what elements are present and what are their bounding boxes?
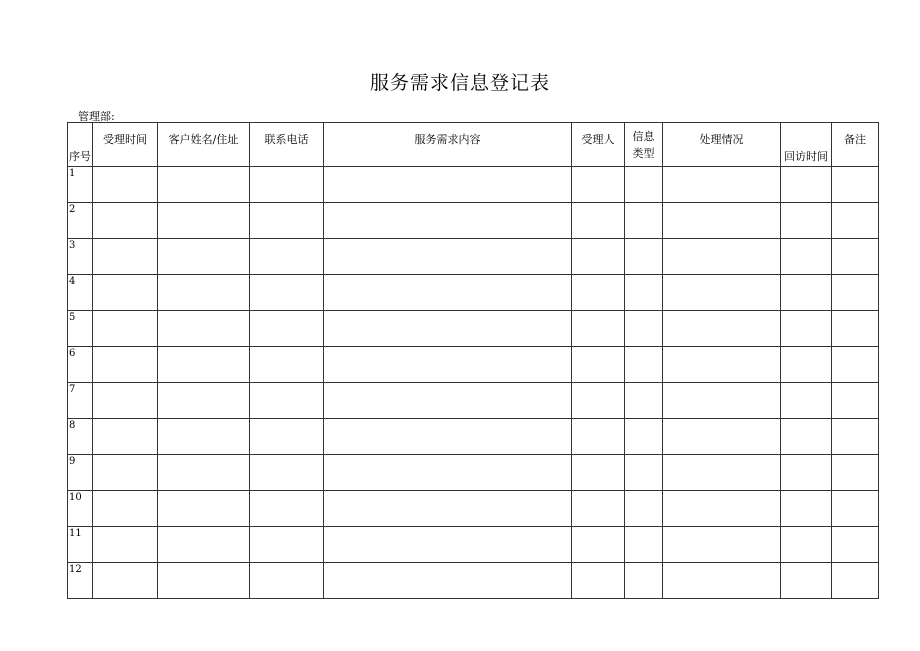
info-type-cell[interactable] <box>625 419 663 455</box>
header-seq: 序号 <box>68 123 93 167</box>
callback-time-cell[interactable] <box>781 527 832 563</box>
content-cell[interactable] <box>324 167 572 203</box>
customer-cell[interactable] <box>158 527 250 563</box>
table-row <box>68 455 879 491</box>
remarks-cell[interactable] <box>832 347 879 383</box>
receiver-cell[interactable] <box>572 167 625 203</box>
content-cell[interactable] <box>324 419 572 455</box>
form-title: 服务需求信息登记表 <box>369 72 550 94</box>
phone-cell[interactable] <box>250 527 324 563</box>
callback-time-cell[interactable] <box>781 455 832 491</box>
table-row <box>68 347 879 383</box>
phone-cell[interactable] <box>250 239 324 275</box>
handling-cell[interactable] <box>663 311 781 347</box>
handling-cell[interactable] <box>663 167 781 203</box>
content-cell[interactable] <box>324 311 572 347</box>
phone-cell[interactable] <box>250 455 324 491</box>
header-accept-time: 受理时间 <box>93 123 158 167</box>
callback-time-cell[interactable] <box>781 383 832 419</box>
receiver-cell[interactable] <box>572 455 625 491</box>
row-number: 6 <box>68 347 93 383</box>
remarks-cell[interactable] <box>832 239 879 275</box>
phone-cell[interactable] <box>250 383 324 419</box>
remarks-cell[interactable] <box>832 527 879 563</box>
table-header-row <box>68 123 879 167</box>
remarks-cell[interactable] <box>832 491 879 527</box>
info-type-cell[interactable] <box>625 311 663 347</box>
content-cell[interactable] <box>324 563 572 599</box>
remarks-cell[interactable] <box>832 275 879 311</box>
phone-cell[interactable] <box>250 311 324 347</box>
accept-time-cell[interactable] <box>93 527 158 563</box>
receiver-cell[interactable] <box>572 563 625 599</box>
phone-cell[interactable] <box>250 419 324 455</box>
header-remarks: 备注 <box>832 123 879 167</box>
receiver-cell[interactable] <box>572 275 625 311</box>
handling-cell[interactable] <box>663 383 781 419</box>
row-number: 1 <box>68 167 93 203</box>
info-type-cell[interactable] <box>625 491 663 527</box>
customer-cell[interactable] <box>158 167 250 203</box>
department-label: 管理部: <box>78 110 115 123</box>
callback-time-cell[interactable] <box>781 167 832 203</box>
customer-cell[interactable] <box>158 347 250 383</box>
remarks-cell[interactable] <box>832 311 879 347</box>
table-row <box>68 167 879 203</box>
receiver-cell[interactable] <box>572 311 625 347</box>
callback-time-cell[interactable] <box>781 563 832 599</box>
header-receiver: 受理人 <box>572 123 625 167</box>
phone-cell[interactable] <box>250 167 324 203</box>
phone-cell[interactable] <box>250 563 324 599</box>
content-cell[interactable] <box>324 527 572 563</box>
header-info-type-line2: 类型 <box>632 146 655 160</box>
info-type-cell[interactable] <box>625 347 663 383</box>
header-content: 服务需求内容 <box>324 123 572 167</box>
remarks-cell[interactable] <box>832 419 879 455</box>
content-cell[interactable] <box>324 347 572 383</box>
customer-cell[interactable] <box>158 383 250 419</box>
remarks-cell[interactable] <box>832 455 879 491</box>
header-phone: 联系电话 <box>250 123 324 167</box>
table-body <box>68 167 879 599</box>
header-info-type <box>625 123 663 167</box>
handling-cell[interactable] <box>663 563 781 599</box>
customer-cell[interactable] <box>158 239 250 275</box>
phone-cell[interactable] <box>250 491 324 527</box>
table-row <box>68 275 879 311</box>
content-cell[interactable] <box>324 275 572 311</box>
receiver-cell[interactable] <box>572 347 625 383</box>
row-number: 12 <box>68 563 93 599</box>
callback-time-cell[interactable] <box>781 239 832 275</box>
info-type-cell[interactable] <box>625 563 663 599</box>
customer-cell[interactable] <box>158 455 250 491</box>
receiver-cell[interactable] <box>572 383 625 419</box>
customer-cell[interactable] <box>158 563 250 599</box>
row-number: 2 <box>68 203 93 239</box>
table-row <box>68 563 879 599</box>
content-cell[interactable] <box>324 239 572 275</box>
header-customer: 客户姓名/住址 <box>158 123 250 167</box>
handling-cell[interactable] <box>663 347 781 383</box>
callback-time-cell[interactable] <box>781 419 832 455</box>
table-row <box>68 491 879 527</box>
registration-table <box>67 122 879 599</box>
receiver-cell[interactable] <box>572 491 625 527</box>
callback-time-cell[interactable] <box>781 275 832 311</box>
row-number: 3 <box>68 239 93 275</box>
info-type-cell[interactable] <box>625 239 663 275</box>
header-callback-time: 回访时间 <box>781 123 832 167</box>
receiver-cell[interactable] <box>572 239 625 275</box>
receiver-cell[interactable] <box>572 527 625 563</box>
accept-time-cell[interactable] <box>93 203 158 239</box>
row-number: 9 <box>68 455 93 491</box>
accept-time-cell[interactable] <box>93 383 158 419</box>
handling-cell[interactable] <box>663 455 781 491</box>
accept-time-cell[interactable] <box>93 311 158 347</box>
content-cell[interactable] <box>324 455 572 491</box>
content-cell[interactable] <box>324 203 572 239</box>
remarks-cell[interactable] <box>832 167 879 203</box>
handling-cell[interactable] <box>663 203 781 239</box>
row-number: 11 <box>68 527 93 563</box>
row-number: 7 <box>68 383 93 419</box>
header-info-type-line1: 信息 <box>632 129 655 143</box>
row-number: 5 <box>68 311 93 347</box>
content-cell[interactable] <box>324 383 572 419</box>
customer-cell[interactable] <box>158 419 250 455</box>
info-type-cell[interactable] <box>625 455 663 491</box>
phone-cell[interactable] <box>250 203 324 239</box>
accept-time-cell[interactable] <box>93 347 158 383</box>
table-row <box>68 527 879 563</box>
header-handling: 处理情况 <box>663 123 781 167</box>
accept-time-cell[interactable] <box>93 455 158 491</box>
customer-cell[interactable] <box>158 275 250 311</box>
remarks-cell[interactable] <box>832 563 879 599</box>
callback-time-cell[interactable] <box>781 491 832 527</box>
accept-time-cell[interactable] <box>93 167 158 203</box>
info-type-cell[interactable] <box>625 275 663 311</box>
info-type-cell[interactable] <box>625 203 663 239</box>
table-row <box>68 311 879 347</box>
customer-cell[interactable] <box>158 203 250 239</box>
info-type-cell[interactable] <box>625 167 663 203</box>
table-row <box>68 419 879 455</box>
receiver-cell[interactable] <box>572 419 625 455</box>
info-type-cell[interactable] <box>625 527 663 563</box>
handling-cell[interactable] <box>663 239 781 275</box>
accept-time-cell[interactable] <box>93 275 158 311</box>
accept-time-cell[interactable] <box>93 239 158 275</box>
row-number: 4 <box>68 275 93 311</box>
row-number: 8 <box>68 419 93 455</box>
phone-cell[interactable] <box>250 275 324 311</box>
table-row <box>68 239 879 275</box>
remarks-cell[interactable] <box>832 383 879 419</box>
table-row <box>68 383 879 419</box>
receiver-cell[interactable] <box>572 203 625 239</box>
handling-cell[interactable] <box>663 527 781 563</box>
accept-time-cell[interactable] <box>93 419 158 455</box>
row-number: 10 <box>68 491 93 527</box>
callback-time-cell[interactable] <box>781 347 832 383</box>
handling-cell[interactable] <box>663 491 781 527</box>
customer-cell[interactable] <box>158 491 250 527</box>
handling-cell[interactable] <box>663 419 781 455</box>
remarks-cell[interactable] <box>832 203 879 239</box>
accept-time-cell[interactable] <box>93 563 158 599</box>
callback-time-cell[interactable] <box>781 311 832 347</box>
customer-cell[interactable] <box>158 311 250 347</box>
info-type-cell[interactable] <box>625 383 663 419</box>
accept-time-cell[interactable] <box>93 491 158 527</box>
phone-cell[interactable] <box>250 347 324 383</box>
handling-cell[interactable] <box>663 275 781 311</box>
content-cell[interactable] <box>324 491 572 527</box>
callback-time-cell[interactable] <box>781 203 832 239</box>
table-row <box>68 203 879 239</box>
